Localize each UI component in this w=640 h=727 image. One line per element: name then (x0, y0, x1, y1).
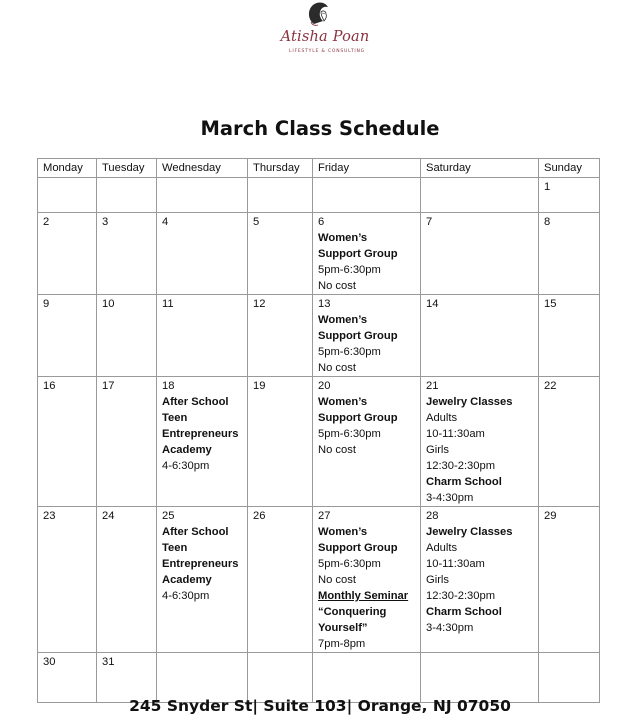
event-line: Girls (426, 574, 449, 586)
day-number: 14 (426, 298, 439, 310)
day-cell (38, 213, 97, 295)
day-cell (38, 295, 97, 377)
day-number: 20 (318, 380, 331, 392)
day-cell (157, 507, 248, 653)
event-line: After School (162, 526, 229, 538)
week-row (38, 213, 600, 295)
event-line: 10-11:30am (426, 558, 485, 570)
event-line: Women’s (318, 396, 368, 408)
event-line: 3-4:30pm (426, 492, 474, 504)
day-number: 31 (102, 656, 115, 668)
day-number: 5 (253, 216, 260, 228)
day-cell (97, 295, 157, 377)
event-line: Women’s (318, 232, 368, 244)
day-cell (157, 178, 248, 213)
day-number: 25 (162, 510, 175, 522)
day-cell (157, 377, 248, 507)
day-number: 27 (318, 510, 331, 522)
event-line: No cost (318, 362, 356, 374)
event-line: 5pm-6:30pm (318, 264, 381, 276)
day-cell (38, 178, 97, 213)
day-cell (248, 295, 313, 377)
day-number: 15 (544, 298, 557, 310)
day-number: 29 (544, 510, 557, 522)
day-cell (157, 213, 248, 295)
day-number: 8 (544, 216, 551, 228)
day-number: 7 (426, 216, 433, 228)
event-line: No cost (318, 444, 356, 456)
page-title: March Class Schedule (200, 117, 440, 140)
day-number: 21 (426, 380, 439, 392)
event-line: No cost (318, 574, 356, 586)
day-cell (97, 178, 157, 213)
day-number: 2 (43, 216, 50, 228)
day-cell (313, 507, 421, 653)
week-row (38, 295, 600, 377)
day-cell (539, 178, 600, 213)
day-number: 1 (544, 181, 551, 193)
address-footer: 245 Snyder St| Suite 103| Orange, NJ 07050 (129, 697, 511, 715)
event-line: 12:30-2:30pm (426, 460, 496, 472)
weekday-header: Wednesday (157, 159, 248, 178)
day-number: 30 (43, 656, 56, 668)
event-line: Women’s (318, 314, 368, 326)
event-line: Support Group (318, 542, 398, 554)
day-number: 28 (426, 510, 439, 522)
event-line: 10-11:30am (426, 428, 485, 440)
day-number: 4 (162, 216, 169, 228)
event-line: 12:30-2:30pm (426, 590, 496, 602)
day-cell (313, 213, 421, 295)
class-schedule-calendar (37, 158, 600, 703)
event-line: Academy (162, 444, 212, 456)
day-cell (539, 507, 600, 653)
week-row (38, 377, 600, 507)
day-cell (248, 377, 313, 507)
event-line: Jewelry Classes (426, 526, 513, 538)
day-number: 10 (102, 298, 115, 310)
day-number: 23 (43, 510, 56, 522)
event-line: Girls (426, 444, 449, 456)
day-cell (248, 653, 313, 703)
weekday-header-row (38, 159, 600, 178)
day-number: 22 (544, 380, 557, 392)
day-cell (248, 507, 313, 653)
day-cell (421, 178, 539, 213)
day-cell (539, 653, 600, 703)
day-number: 9 (43, 298, 50, 310)
event-line: Yourself” (318, 622, 368, 634)
day-cell (421, 507, 539, 653)
day-number: 26 (253, 510, 266, 522)
event-line: After School (162, 396, 229, 408)
day-number: 6 (318, 216, 325, 228)
weekday-header: Sunday (539, 159, 600, 178)
event-line: Support Group (318, 412, 398, 424)
event-line: Entrepreneurs (162, 558, 239, 570)
event-line: 5pm-6:30pm (318, 558, 381, 570)
day-cell (97, 507, 157, 653)
weekday-header: Monday (38, 159, 97, 178)
day-cell (539, 295, 600, 377)
day-cell (539, 213, 600, 295)
event-line: Jewelry Classes (426, 396, 513, 408)
week-row (38, 178, 600, 213)
day-cell (421, 653, 539, 703)
day-cell (313, 653, 421, 703)
day-cell (313, 178, 421, 213)
event-line: Charm School (426, 606, 502, 618)
day-cell (157, 653, 248, 703)
day-number: 19 (253, 380, 266, 392)
day-cell (38, 377, 97, 507)
day-number: 13 (318, 298, 331, 310)
day-cell (38, 653, 97, 703)
day-cell (248, 213, 313, 295)
event-line: 3-4:30pm (426, 622, 474, 634)
event-line: 5pm-6:30pm (318, 346, 381, 358)
day-number: 11 (162, 298, 174, 310)
logo-brand-name: Atisha Poan (280, 29, 370, 45)
event-line: Adults (426, 412, 458, 424)
event-line: “Conquering (318, 606, 387, 618)
event-line: Monthly Seminar (318, 590, 409, 602)
day-cell (38, 507, 97, 653)
weekday-header: Thursday (248, 159, 313, 178)
day-number: 24 (102, 510, 115, 522)
day-cell (539, 377, 600, 507)
day-cell (157, 295, 248, 377)
day-cell (248, 178, 313, 213)
event-line: Charm School (426, 476, 502, 488)
day-number: 3 (102, 216, 109, 228)
day-cell (421, 213, 539, 295)
week-row (38, 653, 600, 703)
event-line: Teen (162, 412, 188, 424)
week-row (38, 507, 600, 653)
day-cell (97, 213, 157, 295)
day-cell (313, 295, 421, 377)
event-line: 4-6:30pm (162, 460, 210, 472)
day-cell (421, 377, 539, 507)
day-cell (97, 377, 157, 507)
event-line: Academy (162, 574, 212, 586)
day-number: 12 (253, 298, 266, 310)
day-number: 18 (162, 380, 175, 392)
day-cell (97, 653, 157, 703)
day-number: 17 (102, 380, 115, 392)
event-line: Women’s (318, 526, 368, 538)
event-line: Entrepreneurs (162, 428, 239, 440)
event-line: 7pm-8pm (318, 638, 366, 650)
weekday-header: Saturday (421, 159, 539, 178)
event-line: 5pm-6:30pm (318, 428, 381, 440)
day-number: 16 (43, 380, 56, 392)
logo-tagline: LIFESTYLE & CONSULTING (289, 49, 365, 54)
event-line: Adults (426, 542, 458, 554)
brand-logo (262, 0, 378, 70)
event-line: Support Group (318, 248, 398, 260)
weekday-header: Tuesday (97, 159, 157, 178)
weekday-header: Friday (313, 159, 421, 178)
event-line: 4-6:30pm (162, 590, 210, 602)
day-cell (313, 377, 421, 507)
event-line: Teen (162, 542, 188, 554)
event-line: No cost (318, 280, 356, 292)
day-cell (421, 295, 539, 377)
event-line: Support Group (318, 330, 398, 342)
